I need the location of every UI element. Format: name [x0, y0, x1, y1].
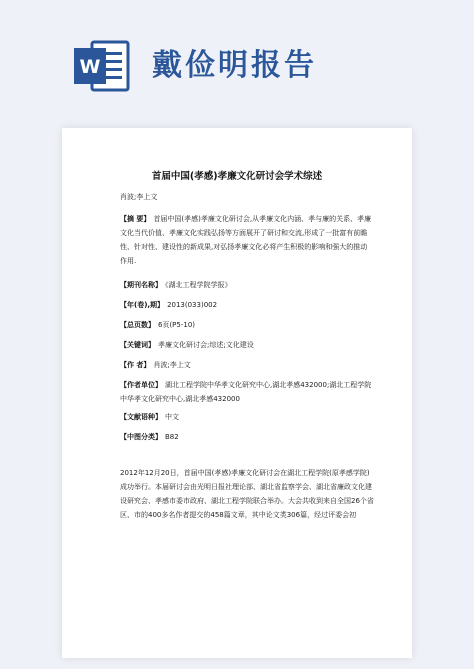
year-issue-field — [120, 298, 374, 312]
affiliation-value: 湖北工程学院中华孝文化研究中心,湖北孝感432000;湖北工程学院中华孝文化研究中心,湖北孝感432000 — [120, 381, 372, 403]
document-page — [62, 128, 412, 658]
abstract-value: 首届中国(孝感)孝廉文化研讨会,从孝廉文化内涵、孝与廉的关系、孝廉文化当代价值、孝廉文化实践弘扬等方面展开了研讨和交流,形成了一批富有前瞻性、针对性、建设性的新成果,对弘扬孝廉文化必将产生积极的影响和强大的推动作用. — [120, 215, 372, 265]
abstract-field — [120, 212, 374, 268]
authors-field — [120, 358, 374, 372]
clc-value: B82 — [165, 433, 179, 441]
word-doc-icon — [72, 38, 132, 94]
year-issue-value: 2013(033)002 — [167, 301, 218, 309]
pages-value: 6页(P5-10) — [158, 321, 196, 329]
keywords-field — [120, 338, 374, 352]
document-title: 首届中国(孝感)孝廉文化研讨会学术综述 — [151, 171, 323, 182]
keywords-value: 孝廉文化研讨会;综述;文化建设 — [158, 341, 254, 349]
svg-text:W: W — [79, 56, 101, 78]
language-value: 中文 — [165, 413, 179, 421]
affiliation-label: 【作者单位】 — [120, 381, 162, 389]
authors-value: 肖波;李上文 — [153, 361, 191, 369]
abstract-label: 【摘 要】 — [120, 215, 151, 223]
authors-label: 【作 者】 — [120, 361, 151, 369]
body-paragraph: 2012年12月20日，首届中国(孝感)孝廉文化研讨会在湖北工程学院(原孝感学院)成功举行。本届研讨会由光明日报社理论部、湖北省监察学会、湖北省廉政文化建设研究会、孝感市委市政府、湖北工程学院联合举办。大会共收到来自全国26个省区、市的400多名作者提交的458篇文章，其中论文类306篇，经过评委会初 — [120, 469, 374, 519]
year-issue-label: 【年(卷),期】 — [120, 301, 165, 309]
journal-field — [120, 278, 374, 292]
journal-label: 【期刊名称】 — [120, 281, 162, 289]
pages-field — [120, 318, 374, 332]
language-label: 【文献语种】 — [120, 413, 162, 421]
pages-label: 【总页数】 — [120, 321, 155, 329]
affiliation-field — [120, 378, 374, 406]
author-line: 肖波;李上文 — [120, 193, 158, 201]
clc-label: 【中图分类】 — [120, 433, 162, 441]
language-field — [120, 410, 374, 424]
keywords-label: 【关键词】 — [120, 341, 155, 349]
header — [0, 0, 474, 110]
clc-field — [120, 430, 374, 444]
page-title: 戴俭明报告 — [152, 48, 317, 83]
journal-value: 《湖北工程学院学报》 — [165, 281, 232, 289]
